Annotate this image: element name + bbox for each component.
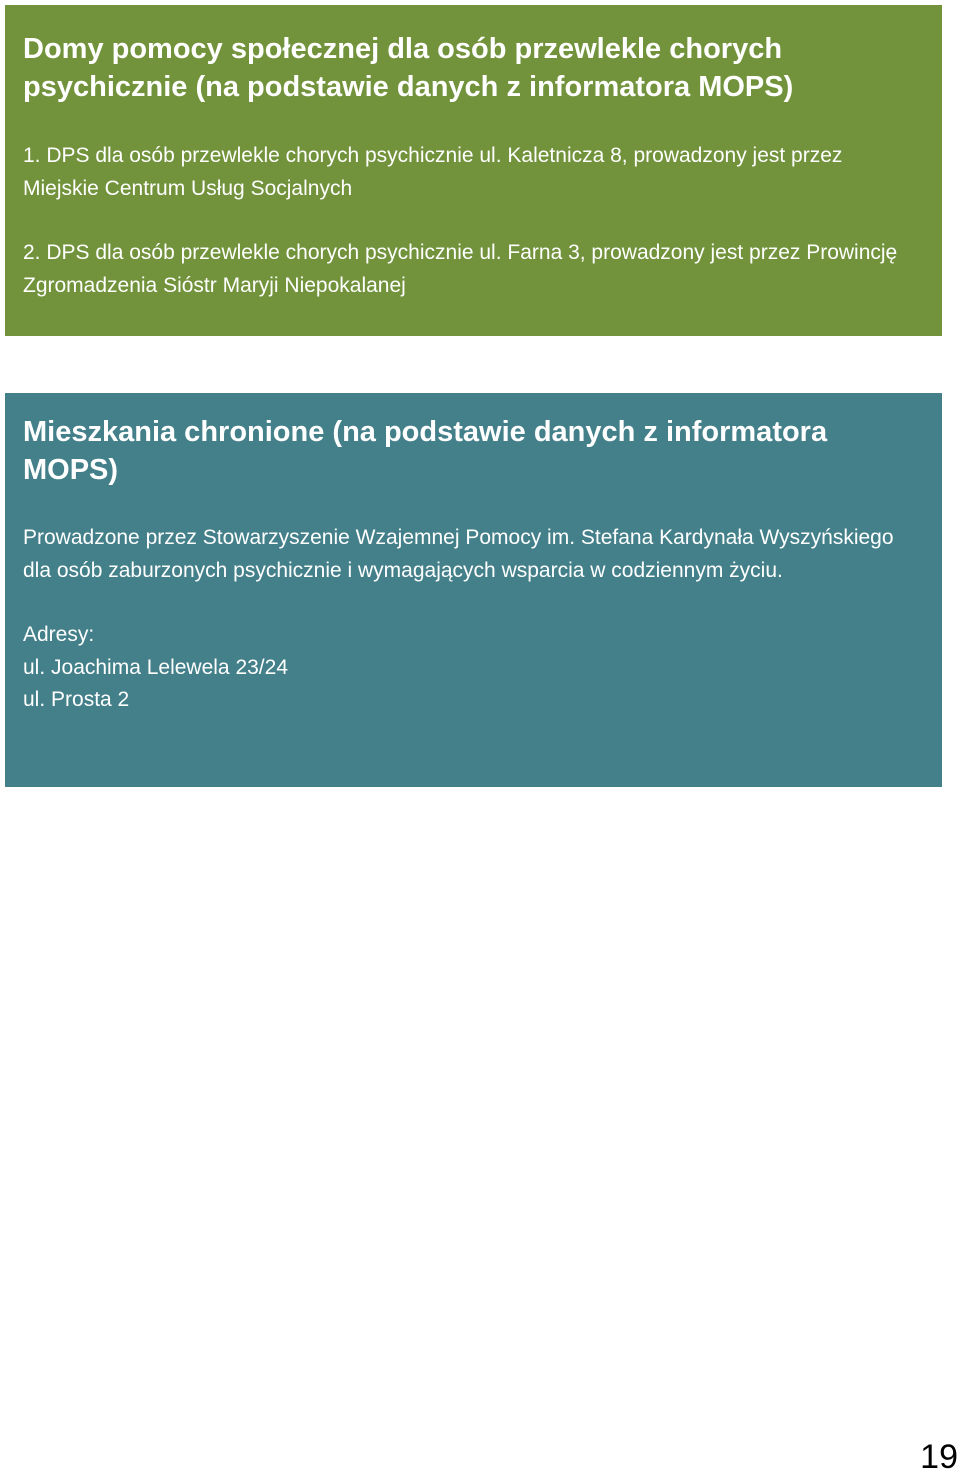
dps-section-heading: Domy pomocy społecznej dla osób przewlekle chorych psychicznie (na podstawie danych z informatora MOPS) — [23, 33, 794, 103]
page-number: 19 — [920, 1438, 958, 1476]
addresses-label: Adresy: — [23, 623, 95, 646]
dps-section — [5, 5, 942, 336]
address-item-1: ul. Joachima Lelewela 23/24 — [23, 655, 289, 679]
address-item-2: ul. Prosta 2 — [23, 688, 130, 711]
protected-housing-intro: Prowadzone przez Stowarzyszenie Wzajemnej Pomocy im. Stefana Kardynała Wyszyńskiego dla osób zaburzonych psychicznie i wymagających wsparcia w codziennym życiu. — [23, 526, 894, 582]
dps-item-1: 1. DPS dla osób przewlekle chorych psychicznie ul. Kaletnicza 8, prowadzony jest przez Miejskie Centrum Usług Socjalnych — [23, 144, 843, 200]
protected-housing-section — [5, 393, 942, 787]
dps-item-2: 2. DPS dla osób przewlekle chorych psychicznie ul. Farna 3, prowadzony jest przez Prowincję Zgromadzenia Sióstr Maryji Niepokalanej — [23, 241, 898, 297]
protected-housing-heading: Mieszkania chronione (na podstawie danych z informatora MOPS) — [23, 416, 828, 486]
